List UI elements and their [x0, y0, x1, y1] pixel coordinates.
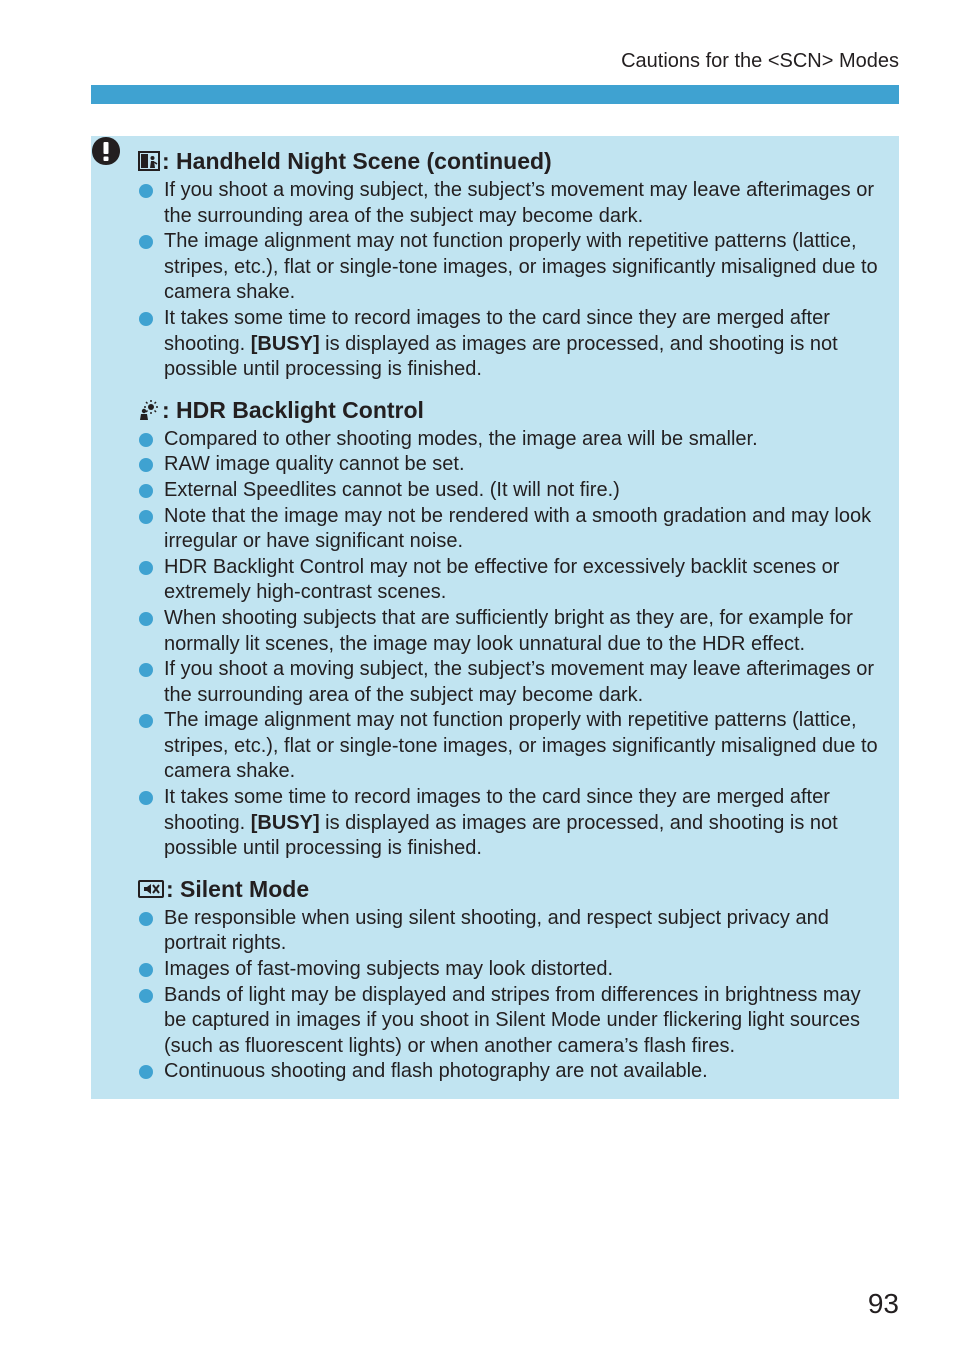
bullet-dot [139, 235, 153, 249]
list-item [138, 229, 888, 306]
list-item-text: Bands of light may be displayed and stripes from differences in brightness may be captured in images if you shoot in Silent Mode under flickering light sources (such as fluorescent lights) or when another camera’s flash fires. [164, 983, 861, 1057]
list-item-text: Note that the image may not be rendered with a smooth gradation and may look irregular or have significant noise. [164, 504, 872, 553]
section-title-text: : Silent Mode [166, 875, 310, 902]
silent-mode-icon [138, 878, 164, 900]
list-item-text: If you shoot a moving subject, the subject’s movement may leave afterimages or the surrounding area of the subject may become dark. [164, 658, 874, 706]
exclamation-caution-icon [91, 136, 121, 166]
bullet-dot [139, 510, 153, 524]
bullet-dot [139, 458, 153, 472]
list-item-text: The image alignment may not function properly with repetitive patterns (lattice, stripes, etc.), flat or single-tone images, or images significantly misaligned due to camera shake. [164, 709, 878, 783]
bullet-dot [139, 312, 153, 326]
section-handheld-night-scene [138, 144, 888, 383]
bullet-dot [139, 433, 153, 447]
list-item-text: Be responsible when using silent shooting, and respect subject privacy and portrait rights. [164, 906, 829, 955]
handheld-night-scene-icon [138, 150, 160, 172]
caution-box [91, 136, 899, 1099]
list-item-text: The image alignment may not function properly with repetitive patterns (lattice, stripes, etc.), flat or single-tone images, or images significantly misaligned due to camera shake. [164, 230, 878, 304]
bullet-dot [139, 484, 153, 498]
list-item-text: When shooting subjects that are sufficiently bright as they are, for example for normally lit scenes, the image may look unnatural due to the HDR effect. [164, 606, 853, 655]
section-title [138, 393, 888, 427]
list-item-text: Images of fast-moving subjects may look distorted. [164, 958, 614, 981]
bullet-dot [139, 663, 153, 677]
bullet-list [138, 906, 888, 1085]
bullet-dot [139, 989, 153, 1003]
busy-indicator-text: [BUSY] [250, 332, 320, 355]
list-item [138, 657, 888, 708]
section-title [138, 144, 888, 178]
section-title-text: : Handheld Night Scene (continued) [162, 148, 552, 174]
list-item [138, 478, 888, 504]
bullet-dot [139, 912, 153, 926]
list-item-text: It takes some time to record images to the card since they are merged after shooting. [164, 786, 830, 834]
list-item [138, 555, 888, 606]
running-head: Cautions for the <SCN> Modes [621, 50, 899, 72]
section-hdr-backlight-control [138, 393, 888, 862]
list-item-text: RAW image quality cannot be set. [164, 453, 465, 476]
list-item [138, 785, 888, 862]
list-item-text: Continuous shooting and flash photography are not available. [164, 1060, 708, 1083]
list-item [138, 452, 888, 478]
list-item [138, 906, 888, 957]
bullet-dot [139, 791, 153, 805]
list-item-text: External Speedlites cannot be used. (It will not fire.) [164, 478, 620, 501]
busy-indicator-text: [BUSY] [250, 811, 320, 834]
list-item-text: It takes some time to record images to the card since they are merged after shooting. [164, 306, 830, 355]
header-accent-bar [91, 85, 899, 104]
list-item [138, 427, 888, 453]
caution-content [138, 144, 888, 1095]
list-item [138, 606, 888, 657]
section-title-text: : HDR Backlight Control [162, 396, 424, 423]
list-item-text: HDR Backlight Control may not be effective for excessively backlit scenes or extremely high-contrast scenes. [164, 555, 840, 604]
bullet-dot [139, 963, 153, 977]
bullet-dot [139, 714, 153, 728]
hdr-backlight-control-icon [138, 399, 160, 421]
list-item-text: is displayed as images are processed, and shooting is not possible until processing is finished. [164, 332, 838, 381]
bullet-list [138, 178, 888, 383]
page-number: 93 [867, 1288, 899, 1319]
list-item-text: Compared to other shooting modes, the image area will be smaller. [164, 427, 758, 450]
section-silent-mode [138, 872, 888, 1085]
list-item [138, 178, 888, 229]
list-item [138, 708, 888, 785]
section-title [138, 872, 888, 906]
list-item-text: is displayed as images are processed, and shooting is not possible until processing is finished. [164, 811, 838, 860]
list-item [138, 504, 888, 555]
list-item [138, 1059, 888, 1085]
list-item [138, 983, 888, 1060]
list-item-text: If you shoot a moving subject, the subject’s movement may leave afterimages or the surrounding area of the subject may become dark. [164, 179, 874, 227]
bullet-list [138, 427, 888, 862]
bullet-dot [139, 184, 153, 198]
bullet-dot [139, 1065, 153, 1079]
list-item [138, 957, 888, 983]
list-item [138, 306, 888, 383]
bullet-dot [139, 612, 153, 626]
bullet-dot [139, 561, 153, 575]
